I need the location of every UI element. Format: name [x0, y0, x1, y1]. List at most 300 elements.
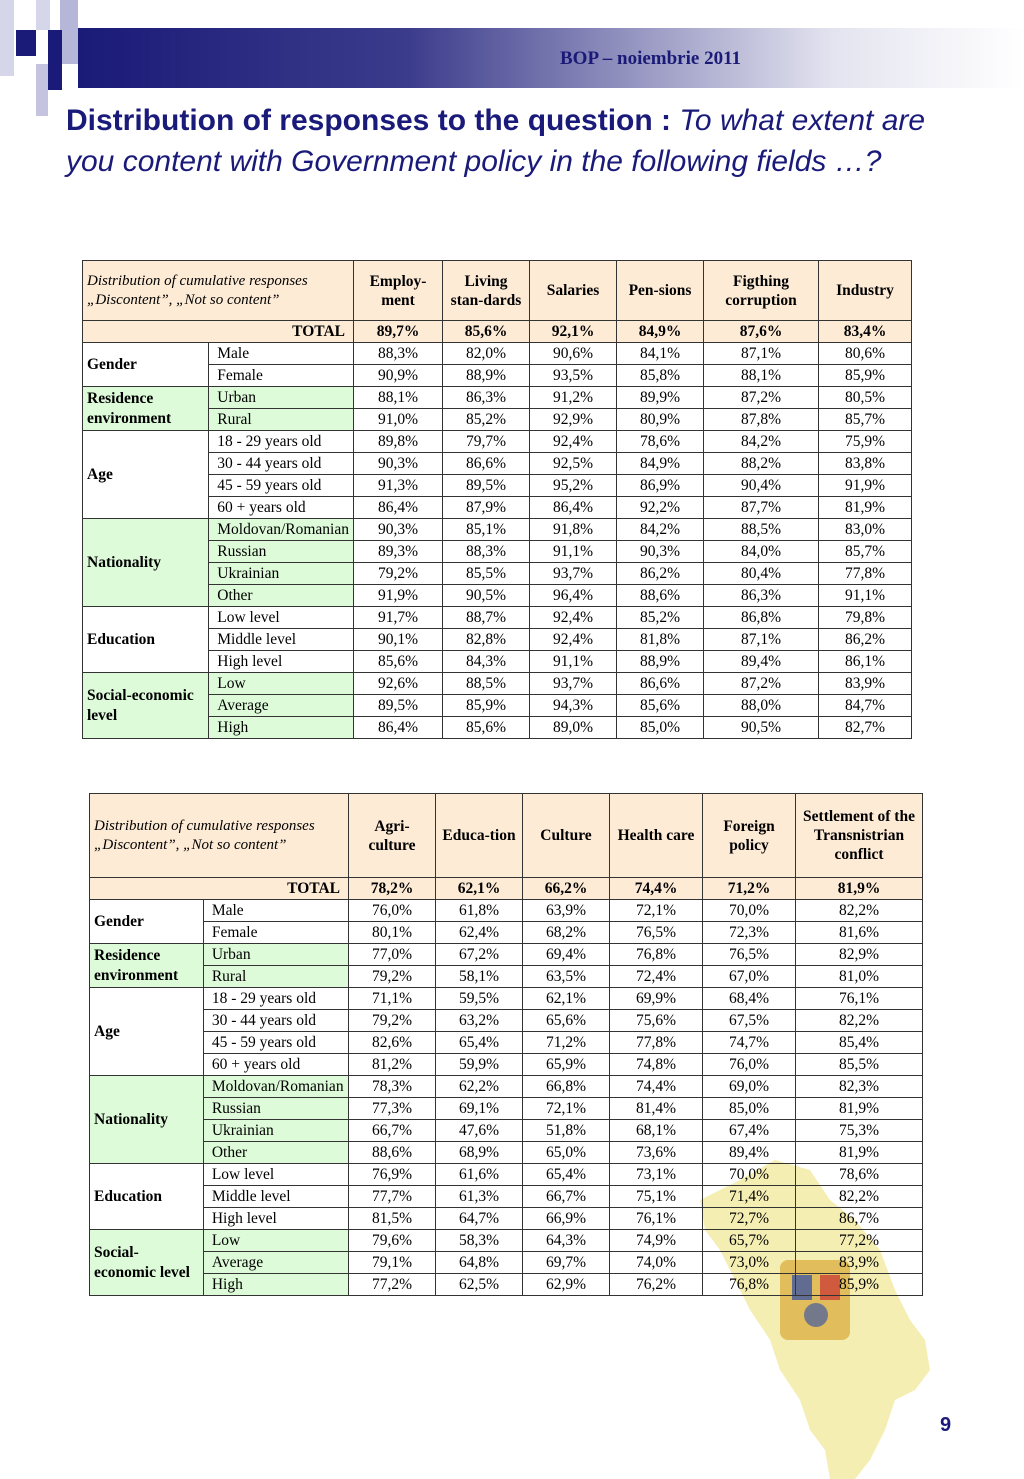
cell-value: 77,2% — [349, 1274, 436, 1296]
row-label: High level — [203, 1208, 348, 1230]
cell-value: 80,1% — [349, 922, 436, 944]
cell-value: 84,7% — [819, 695, 912, 717]
cell-value: 84,1% — [617, 343, 704, 365]
cell-value: 88,7% — [443, 607, 530, 629]
header-square-decoration — [0, 0, 14, 76]
cell-value: 84,9% — [617, 453, 704, 475]
cell-value: 92,5% — [530, 453, 617, 475]
column-header: Educa-tion — [436, 794, 523, 878]
cell-value: 76,5% — [703, 944, 796, 966]
cell-value: 72,1% — [610, 900, 703, 922]
total-value: 92,1% — [530, 321, 617, 343]
group-label: Education — [83, 607, 209, 673]
total-row — [83, 321, 912, 343]
cell-value: 88,9% — [443, 365, 530, 387]
cell-value: 72,4% — [610, 966, 703, 988]
header-square-decoration — [16, 30, 36, 56]
cell-value: 63,5% — [523, 966, 610, 988]
table-row — [90, 944, 923, 966]
cell-value: 62,5% — [436, 1274, 523, 1296]
table-row — [90, 900, 923, 922]
cell-value: 66,9% — [523, 1208, 610, 1230]
cell-value: 77,8% — [819, 563, 912, 585]
cell-value: 73,0% — [703, 1252, 796, 1274]
cell-value: 81,9% — [796, 1142, 923, 1164]
row-label: Ukrainian — [209, 563, 354, 585]
cell-value: 83,8% — [819, 453, 912, 475]
total-value: 81,9% — [796, 878, 923, 900]
cell-value: 87,1% — [704, 629, 819, 651]
cell-value: 85,7% — [819, 409, 912, 431]
cell-value: 81,4% — [610, 1098, 703, 1120]
cell-value: 85,6% — [617, 695, 704, 717]
total-value: 71,2% — [703, 878, 796, 900]
cell-value: 87,7% — [704, 497, 819, 519]
cell-value: 76,8% — [610, 944, 703, 966]
group-label: Residence environment — [83, 387, 209, 431]
cell-value: 70,0% — [703, 1164, 796, 1186]
row-label: Russian — [209, 541, 354, 563]
cell-value: 76,9% — [349, 1164, 436, 1186]
cell-value: 89,9% — [617, 387, 704, 409]
cell-value: 91,9% — [354, 585, 443, 607]
cell-value: 87,9% — [443, 497, 530, 519]
row-label: Moldovan/Romanian — [209, 519, 354, 541]
cell-value: 76,5% — [610, 922, 703, 944]
cell-value: 88,3% — [443, 541, 530, 563]
cell-value: 85,5% — [443, 563, 530, 585]
group-label: Gender — [90, 900, 204, 944]
total-row — [90, 878, 923, 900]
cell-value: 88,6% — [617, 585, 704, 607]
group-label: Nationality — [90, 1076, 204, 1164]
table-row — [90, 1054, 923, 1076]
cell-value: 73,1% — [610, 1164, 703, 1186]
cell-value: 69,4% — [523, 944, 610, 966]
total-value: 66,2% — [523, 878, 610, 900]
cell-value: 89,3% — [354, 541, 443, 563]
cell-value: 82,2% — [796, 1186, 923, 1208]
cell-value: 86,8% — [704, 607, 819, 629]
row-label: Urban — [209, 387, 354, 409]
cell-value: 86,4% — [354, 717, 443, 739]
cell-value: 68,1% — [610, 1120, 703, 1142]
cell-value: 81,8% — [617, 629, 704, 651]
table-row — [90, 1186, 923, 1208]
cell-value: 83,9% — [819, 673, 912, 695]
cell-value: 86,4% — [354, 497, 443, 519]
table-row — [90, 1120, 923, 1142]
cell-value: 62,9% — [523, 1274, 610, 1296]
cell-value: 61,6% — [436, 1164, 523, 1186]
table-description: Distribution of cumulative responses „Discontent”, „Not so content” — [83, 261, 354, 321]
cell-value: 69,0% — [703, 1076, 796, 1098]
cell-value: 95,2% — [530, 475, 617, 497]
cell-value: 85,6% — [354, 651, 443, 673]
column-header: Settlement of the Transnistrian conflict — [796, 794, 923, 878]
row-label: Low level — [203, 1164, 348, 1186]
group-label: Social-economic level — [90, 1230, 204, 1296]
cell-value: 65,0% — [523, 1142, 610, 1164]
table-row — [83, 431, 912, 453]
cell-value: 93,7% — [530, 673, 617, 695]
total-label: TOTAL — [90, 878, 349, 900]
row-label: Middle level — [203, 1186, 348, 1208]
cell-value: 90,5% — [704, 717, 819, 739]
cell-value: 85,0% — [617, 717, 704, 739]
table-row — [90, 1098, 923, 1120]
cell-value: 82,0% — [443, 343, 530, 365]
cell-value: 77,0% — [349, 944, 436, 966]
cell-value: 85,9% — [796, 1274, 923, 1296]
column-header: Health care — [610, 794, 703, 878]
row-label: High — [209, 717, 354, 739]
column-header: Foreign policy — [703, 794, 796, 878]
table-row — [90, 1164, 923, 1186]
cell-value: 88,9% — [617, 651, 704, 673]
cell-value: 74,9% — [610, 1230, 703, 1252]
row-label: 60 + years old — [203, 1054, 348, 1076]
cell-value: 88,6% — [349, 1142, 436, 1164]
column-header: Culture — [523, 794, 610, 878]
cell-value: 89,4% — [704, 651, 819, 673]
cell-value: 65,4% — [523, 1164, 610, 1186]
table-body — [83, 261, 912, 739]
cell-value: 92,4% — [530, 607, 617, 629]
cell-value: 86,9% — [617, 475, 704, 497]
cell-value: 73,6% — [610, 1142, 703, 1164]
cell-value: 86,6% — [443, 453, 530, 475]
cell-value: 88,2% — [704, 453, 819, 475]
cell-value: 81,6% — [796, 922, 923, 944]
cell-value: 76,0% — [703, 1054, 796, 1076]
row-label: Other — [209, 585, 354, 607]
row-label: 18 - 29 years old — [209, 431, 354, 453]
cell-value: 90,3% — [617, 541, 704, 563]
cell-value: 88,5% — [704, 519, 819, 541]
row-label: 18 - 29 years old — [203, 988, 348, 1010]
table-row — [83, 673, 912, 695]
column-header: Pen-sions — [617, 261, 704, 321]
column-header: Employ-ment — [354, 261, 443, 321]
cell-value: 79,6% — [349, 1230, 436, 1252]
cell-value: 82,2% — [796, 1010, 923, 1032]
cell-value: 72,3% — [703, 922, 796, 944]
total-value: 84,9% — [617, 321, 704, 343]
cell-value: 84,2% — [617, 519, 704, 541]
cell-value: 75,1% — [610, 1186, 703, 1208]
cell-value: 91,9% — [819, 475, 912, 497]
cell-value: 85,2% — [443, 409, 530, 431]
cell-value: 92,4% — [530, 629, 617, 651]
total-value: 83,4% — [819, 321, 912, 343]
cell-value: 66,7% — [349, 1120, 436, 1142]
cell-value: 87,2% — [704, 387, 819, 409]
cell-value: 78,6% — [617, 431, 704, 453]
total-value: 89,7% — [354, 321, 443, 343]
cell-value: 93,5% — [530, 365, 617, 387]
total-value: 62,1% — [436, 878, 523, 900]
cell-value: 68,4% — [703, 988, 796, 1010]
row-label: Urban — [203, 944, 348, 966]
row-label: Average — [209, 695, 354, 717]
cell-value: 91,0% — [354, 409, 443, 431]
title-bold: Distribution of responses to the question : — [66, 104, 680, 137]
cell-value: 90,9% — [354, 365, 443, 387]
cell-value: 71,1% — [349, 988, 436, 1010]
total-label: TOTAL — [83, 321, 354, 343]
cell-value: 88,0% — [704, 695, 819, 717]
table-row — [90, 1230, 923, 1252]
cell-value: 62,2% — [436, 1076, 523, 1098]
cell-value: 89,5% — [443, 475, 530, 497]
cell-value: 91,1% — [530, 651, 617, 673]
column-header: Living stan-dards — [443, 261, 530, 321]
cell-value: 66,7% — [523, 1186, 610, 1208]
column-header: Agri-culture — [349, 794, 436, 878]
cell-value: 78,3% — [349, 1076, 436, 1098]
row-label: Rural — [203, 966, 348, 988]
cell-value: 92,9% — [530, 409, 617, 431]
cell-value: 92,2% — [617, 497, 704, 519]
cell-value: 74,0% — [610, 1252, 703, 1274]
cell-value: 86,3% — [704, 585, 819, 607]
row-label: Moldovan/Romanian — [203, 1076, 348, 1098]
cell-value: 82,2% — [796, 900, 923, 922]
header-bar — [78, 28, 1024, 88]
cell-value: 61,3% — [436, 1186, 523, 1208]
cell-value: 85,7% — [819, 541, 912, 563]
cell-value: 91,1% — [819, 585, 912, 607]
cell-value: 64,8% — [436, 1252, 523, 1274]
cell-value: 69,7% — [523, 1252, 610, 1274]
group-label: Social-economic level — [83, 673, 209, 739]
row-label: 45 - 59 years old — [209, 475, 354, 497]
row-label: Ukrainian — [203, 1120, 348, 1142]
row-label: Female — [203, 922, 348, 944]
cell-value: 94,3% — [530, 695, 617, 717]
cell-value: 90,6% — [530, 343, 617, 365]
cell-value: 90,3% — [354, 453, 443, 475]
table-description: Distribution of cumulative responses „Discontent”, „Not so content” — [90, 794, 349, 878]
page-number: 9 — [940, 1414, 952, 1436]
cell-value: 81,5% — [349, 1208, 436, 1230]
total-value: 85,6% — [443, 321, 530, 343]
cell-value: 89,0% — [530, 717, 617, 739]
cell-value: 67,0% — [703, 966, 796, 988]
cell-value: 88,1% — [704, 365, 819, 387]
cell-value: 51,8% — [523, 1120, 610, 1142]
cell-value: 86,7% — [796, 1208, 923, 1230]
cell-value: 78,6% — [796, 1164, 923, 1186]
cell-value: 85,4% — [796, 1032, 923, 1054]
cell-value: 92,4% — [530, 431, 617, 453]
cell-value: 88,3% — [354, 343, 443, 365]
cell-value: 89,8% — [354, 431, 443, 453]
header-row — [83, 261, 912, 321]
row-label: Low — [209, 673, 354, 695]
cell-value: 74,7% — [703, 1032, 796, 1054]
cell-value: 86,1% — [819, 651, 912, 673]
row-label: High level — [209, 651, 354, 673]
cell-value: 84,3% — [443, 651, 530, 673]
table-row — [83, 607, 912, 629]
row-label: Low — [203, 1230, 348, 1252]
cell-value: 81,2% — [349, 1054, 436, 1076]
cell-value: 79,2% — [349, 1010, 436, 1032]
cell-value: 85,8% — [617, 365, 704, 387]
total-value: 78,2% — [349, 878, 436, 900]
table-row — [90, 1274, 923, 1296]
cell-value: 75,6% — [610, 1010, 703, 1032]
cell-value: 76,0% — [349, 900, 436, 922]
header-square-decoration — [36, 0, 50, 30]
cell-value: 75,9% — [819, 431, 912, 453]
header-square-decoration — [48, 30, 62, 90]
cell-value: 81,0% — [796, 966, 923, 988]
cell-value: 61,8% — [436, 900, 523, 922]
data-table-1 — [82, 260, 912, 739]
cell-value: 85,5% — [796, 1054, 923, 1076]
cell-value: 79,7% — [443, 431, 530, 453]
cell-value: 82,8% — [443, 629, 530, 651]
row-label: 60 + years old — [209, 497, 354, 519]
cell-value: 77,8% — [610, 1032, 703, 1054]
table-row — [90, 1032, 923, 1054]
cell-value: 82,7% — [819, 717, 912, 739]
cell-value: 79,8% — [819, 607, 912, 629]
cell-value: 76,1% — [610, 1208, 703, 1230]
cell-value: 80,6% — [819, 343, 912, 365]
cell-value: 67,4% — [703, 1120, 796, 1142]
cell-value: 69,9% — [610, 988, 703, 1010]
table-row — [90, 1076, 923, 1098]
cell-value: 85,1% — [443, 519, 530, 541]
cell-value: 90,3% — [354, 519, 443, 541]
cell-value: 89,5% — [354, 695, 443, 717]
total-value: 74,4% — [610, 878, 703, 900]
cell-value: 69,1% — [436, 1098, 523, 1120]
cell-value: 67,5% — [703, 1010, 796, 1032]
cell-value: 71,2% — [523, 1032, 610, 1054]
cell-value: 81,9% — [819, 497, 912, 519]
group-label: Nationality — [83, 519, 209, 607]
cell-value: 86,4% — [530, 497, 617, 519]
table-body — [90, 794, 923, 1296]
group-label: Residence environment — [90, 944, 204, 988]
data-table-2 — [89, 793, 923, 1296]
cell-value: 59,5% — [436, 988, 523, 1010]
table-row — [90, 1142, 923, 1164]
total-value: 87,6% — [704, 321, 819, 343]
row-label: Average — [203, 1252, 348, 1274]
cell-value: 79,2% — [349, 966, 436, 988]
row-label: 30 - 44 years old — [203, 1010, 348, 1032]
cell-value: 96,4% — [530, 585, 617, 607]
cell-value: 68,9% — [436, 1142, 523, 1164]
cell-value: 66,8% — [523, 1076, 610, 1098]
cell-value: 58,1% — [436, 966, 523, 988]
column-header: Figthing corruption — [704, 261, 819, 321]
cell-value: 75,3% — [796, 1120, 923, 1142]
cell-value: 91,8% — [530, 519, 617, 541]
header-square-decoration — [60, 0, 78, 64]
cell-value: 91,2% — [530, 387, 617, 409]
row-label: Rural — [209, 409, 354, 431]
cell-value: 59,9% — [436, 1054, 523, 1076]
row-label: Low level — [209, 607, 354, 629]
cell-value: 47,6% — [436, 1120, 523, 1142]
row-label: 30 - 44 years old — [209, 453, 354, 475]
cell-value: 64,3% — [523, 1230, 610, 1252]
table-row — [83, 387, 912, 409]
row-label: Male — [203, 900, 348, 922]
cell-value: 77,3% — [349, 1098, 436, 1120]
row-label: Russian — [203, 1098, 348, 1120]
cell-value: 76,8% — [703, 1274, 796, 1296]
cell-value: 79,2% — [354, 563, 443, 585]
row-label: Female — [209, 365, 354, 387]
cell-value: 68,2% — [523, 922, 610, 944]
cell-value: 76,2% — [610, 1274, 703, 1296]
cell-value: 85,2% — [617, 607, 704, 629]
cell-value: 83,0% — [819, 519, 912, 541]
cell-value: 83,9% — [796, 1252, 923, 1274]
cell-value: 81,9% — [796, 1098, 923, 1120]
cell-value: 63,9% — [523, 900, 610, 922]
cell-value: 77,2% — [796, 1230, 923, 1252]
row-label: Other — [203, 1142, 348, 1164]
cell-value: 90,5% — [443, 585, 530, 607]
group-label: Education — [90, 1164, 204, 1230]
row-label: High — [203, 1274, 348, 1296]
cell-value: 87,2% — [704, 673, 819, 695]
table-row — [90, 1010, 923, 1032]
cell-value: 87,1% — [704, 343, 819, 365]
cell-value: 85,6% — [443, 717, 530, 739]
cell-value: 82,6% — [349, 1032, 436, 1054]
page-title — [66, 100, 946, 182]
cell-value: 90,1% — [354, 629, 443, 651]
cell-value: 64,7% — [436, 1208, 523, 1230]
report-label: BOP – noiembrie 2011 — [560, 48, 742, 69]
cell-value: 65,6% — [523, 1010, 610, 1032]
cell-value: 82,3% — [796, 1076, 923, 1098]
cell-value: 72,7% — [703, 1208, 796, 1230]
cell-value: 76,1% — [796, 988, 923, 1010]
cell-value: 79,1% — [349, 1252, 436, 1274]
table-row — [83, 343, 912, 365]
cell-value: 74,4% — [610, 1076, 703, 1098]
cell-value: 84,2% — [704, 431, 819, 453]
table-row — [90, 966, 923, 988]
table-row — [90, 1208, 923, 1230]
header-square-decoration — [36, 64, 48, 116]
cell-value: 93,7% — [530, 563, 617, 585]
cell-value: 86,6% — [617, 673, 704, 695]
cell-value: 65,9% — [523, 1054, 610, 1076]
column-header: Industry — [819, 261, 912, 321]
cell-value: 70,0% — [703, 900, 796, 922]
cell-value: 85,0% — [703, 1098, 796, 1120]
cell-value: 91,1% — [530, 541, 617, 563]
group-label: Age — [83, 431, 209, 519]
cell-value: 85,9% — [443, 695, 530, 717]
cell-value: 92,6% — [354, 673, 443, 695]
cell-value: 71,4% — [703, 1186, 796, 1208]
cell-value: 86,2% — [819, 629, 912, 651]
table-row — [90, 1252, 923, 1274]
